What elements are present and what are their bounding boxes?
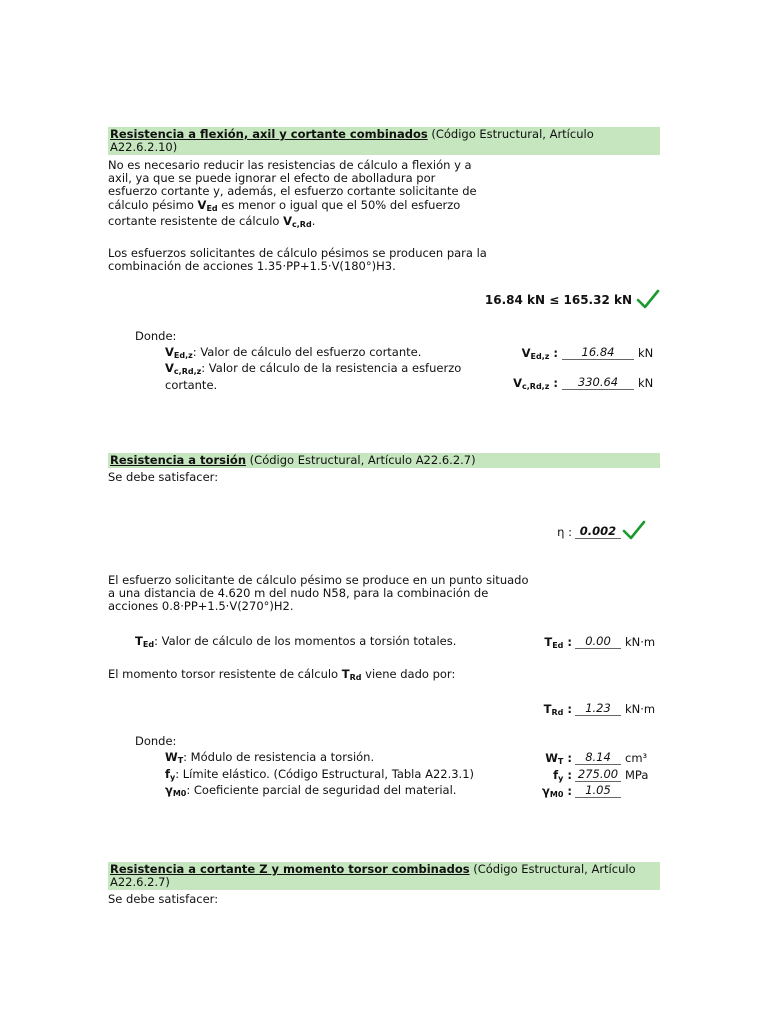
paragraph-text: viene dado por:: [361, 667, 456, 681]
ved-unit: kN: [638, 346, 654, 360]
check-expression: 16.84 kN ≤ 165.32 kN: [484, 293, 632, 307]
satisfy-label: Se debe satisfacer:: [108, 892, 219, 906]
trd-unit: kN·m: [625, 702, 656, 716]
section-reference: (Código Estructural, Artículo A22.6.2.7): [110, 862, 636, 889]
eta-value: 0.002: [575, 524, 621, 539]
ved-symbol: $V_{Ed,z}$ :: [521, 346, 558, 361]
section-title: Resistencia a flexión, axil y cortante combinados: [110, 127, 428, 141]
donde-label: Donde:: [135, 734, 177, 748]
paragraph-abolladura: No es necesario reducir las resistencias de cálculo a flexión y a axil, ya que se puede ignorar el efecto de abolladura por esfuerzo cortante y, además, el esfuerzo cortante solicitante de cálculo pésimo $V_{Ed}$ es menor o igual que el 50% del esfuerzo cortante resistente de cálculo $V_{c,Rd}$.: [108, 158, 477, 229]
wt-value: 8.14: [575, 750, 621, 765]
check-icon: [622, 520, 646, 540]
fy-symbol: $f_y$ :: [553, 768, 572, 783]
eta-symbol-text: η: [557, 525, 565, 539]
vcrd-symbol: $V_{c,Rd,z}$ :: [513, 376, 558, 391]
section-title: Resistencia a torsión: [110, 453, 247, 467]
check-icon: [636, 289, 660, 309]
trd-symbol: $T_{Rd}$ :: [543, 702, 572, 717]
paragraph-text: es menor o igual que el 50% del esfuerzo cortante resistente de cálculo: [108, 197, 461, 228]
ved-value: 16.84: [562, 345, 634, 360]
ted-unit: kN·m: [625, 635, 656, 649]
section-reference: (Código Estructural, Artículo A22.6.2.7): [249, 453, 476, 467]
gamma-symbol: $\gamma_{M0}$ :: [542, 784, 572, 799]
wt-description: $W_T$: Módulo de resistencia a torsión.: [165, 750, 375, 765]
eta-symbol: η :: [557, 525, 572, 539]
description-text: : Coeficiente parcial de seguridad del material.: [186, 783, 457, 797]
wt-unit: cm³: [625, 751, 648, 765]
paragraph-trd: El momento torsor resistente de cálculo $T_{Rd}$ viene dado por:: [108, 667, 456, 682]
fy-value: 275.00: [575, 767, 621, 782]
ted-description: $T_{Ed}$: Valor de cálculo de los momentos a torsión totales.: [135, 634, 457, 649]
description-text: : Valor de cálculo de la resistencia a esfuerzo cortante.: [165, 361, 462, 392]
vcrd-value: 330.64: [562, 375, 634, 390]
gamma-description: $\gamma_{M0}$: Coeficiente parcial de seguridad del material.: [165, 783, 457, 798]
section-header-torsion: [108, 453, 660, 468]
ted-value: 0.00: [575, 634, 621, 649]
vcrd-unit: kN: [638, 376, 654, 390]
trd-value: 1.23: [575, 701, 621, 716]
description-text: : Módulo de resistencia a torsión.: [183, 750, 375, 764]
description-text: : Valor de cálculo de los momentos a torsión totales.: [154, 634, 457, 648]
ved-description: $V_{Ed,z}$: Valor de cálculo del esfuerzo cortante.: [165, 345, 422, 360]
section-title: Resistencia a cortante Z y momento torsor combinados: [110, 862, 470, 876]
section-header-flexion: [108, 127, 660, 155]
paragraph-text: No es necesario reducir las resistencias de cálculo a flexión y a axil, ya que se puede ignorar el efecto de abolladura por esfuerzo cortante y, además, el esfuerzo cortante solicitante de cálculo pésimo: [108, 158, 477, 212]
paragraph-text: El momento torsor resistente de cálculo: [108, 667, 342, 681]
gamma-value: 1.05: [575, 783, 621, 798]
fy-description: $f_y$: Límite elástico. (Código Estructural, Tabla A22.3.1): [165, 767, 475, 782]
ted-symbol: $T_{Ed}$ :: [544, 635, 572, 650]
description-text: : Valor de cálculo del esfuerzo cortante.: [192, 345, 422, 359]
vcrd-description: $V_{c,Rd,z}$: Valor de cálculo de la resistencia a esfuerzo cortante.: [165, 361, 462, 392]
wt-symbol: $W_T$ :: [545, 751, 572, 766]
section-header-cortante-torsor: [108, 862, 660, 890]
fy-unit: MPa: [625, 768, 649, 782]
satisfy-label: Se debe satisfacer:: [108, 470, 219, 484]
paragraph-torsion-combination: El esfuerzo solicitante de cálculo pésimo se produce en un punto situado a una distancia de 4.620 m del nudo N58, para la combinación de acciones 0.8·PP+1.5·V(270°)H2.: [108, 573, 529, 614]
donde-label: Donde:: [135, 329, 177, 343]
paragraph-combination: Los esfuerzos solicitantes de cálculo pésimos se producen para la combinación de acciones 1.35·PP+1.5·V(180°)H3.: [108, 246, 487, 274]
description-text: : Límite elástico. (Código Estructural, Tabla A22.3.1): [175, 767, 475, 781]
section-reference: (Código Estructural, Artículo A22.6.2.10): [110, 127, 594, 154]
